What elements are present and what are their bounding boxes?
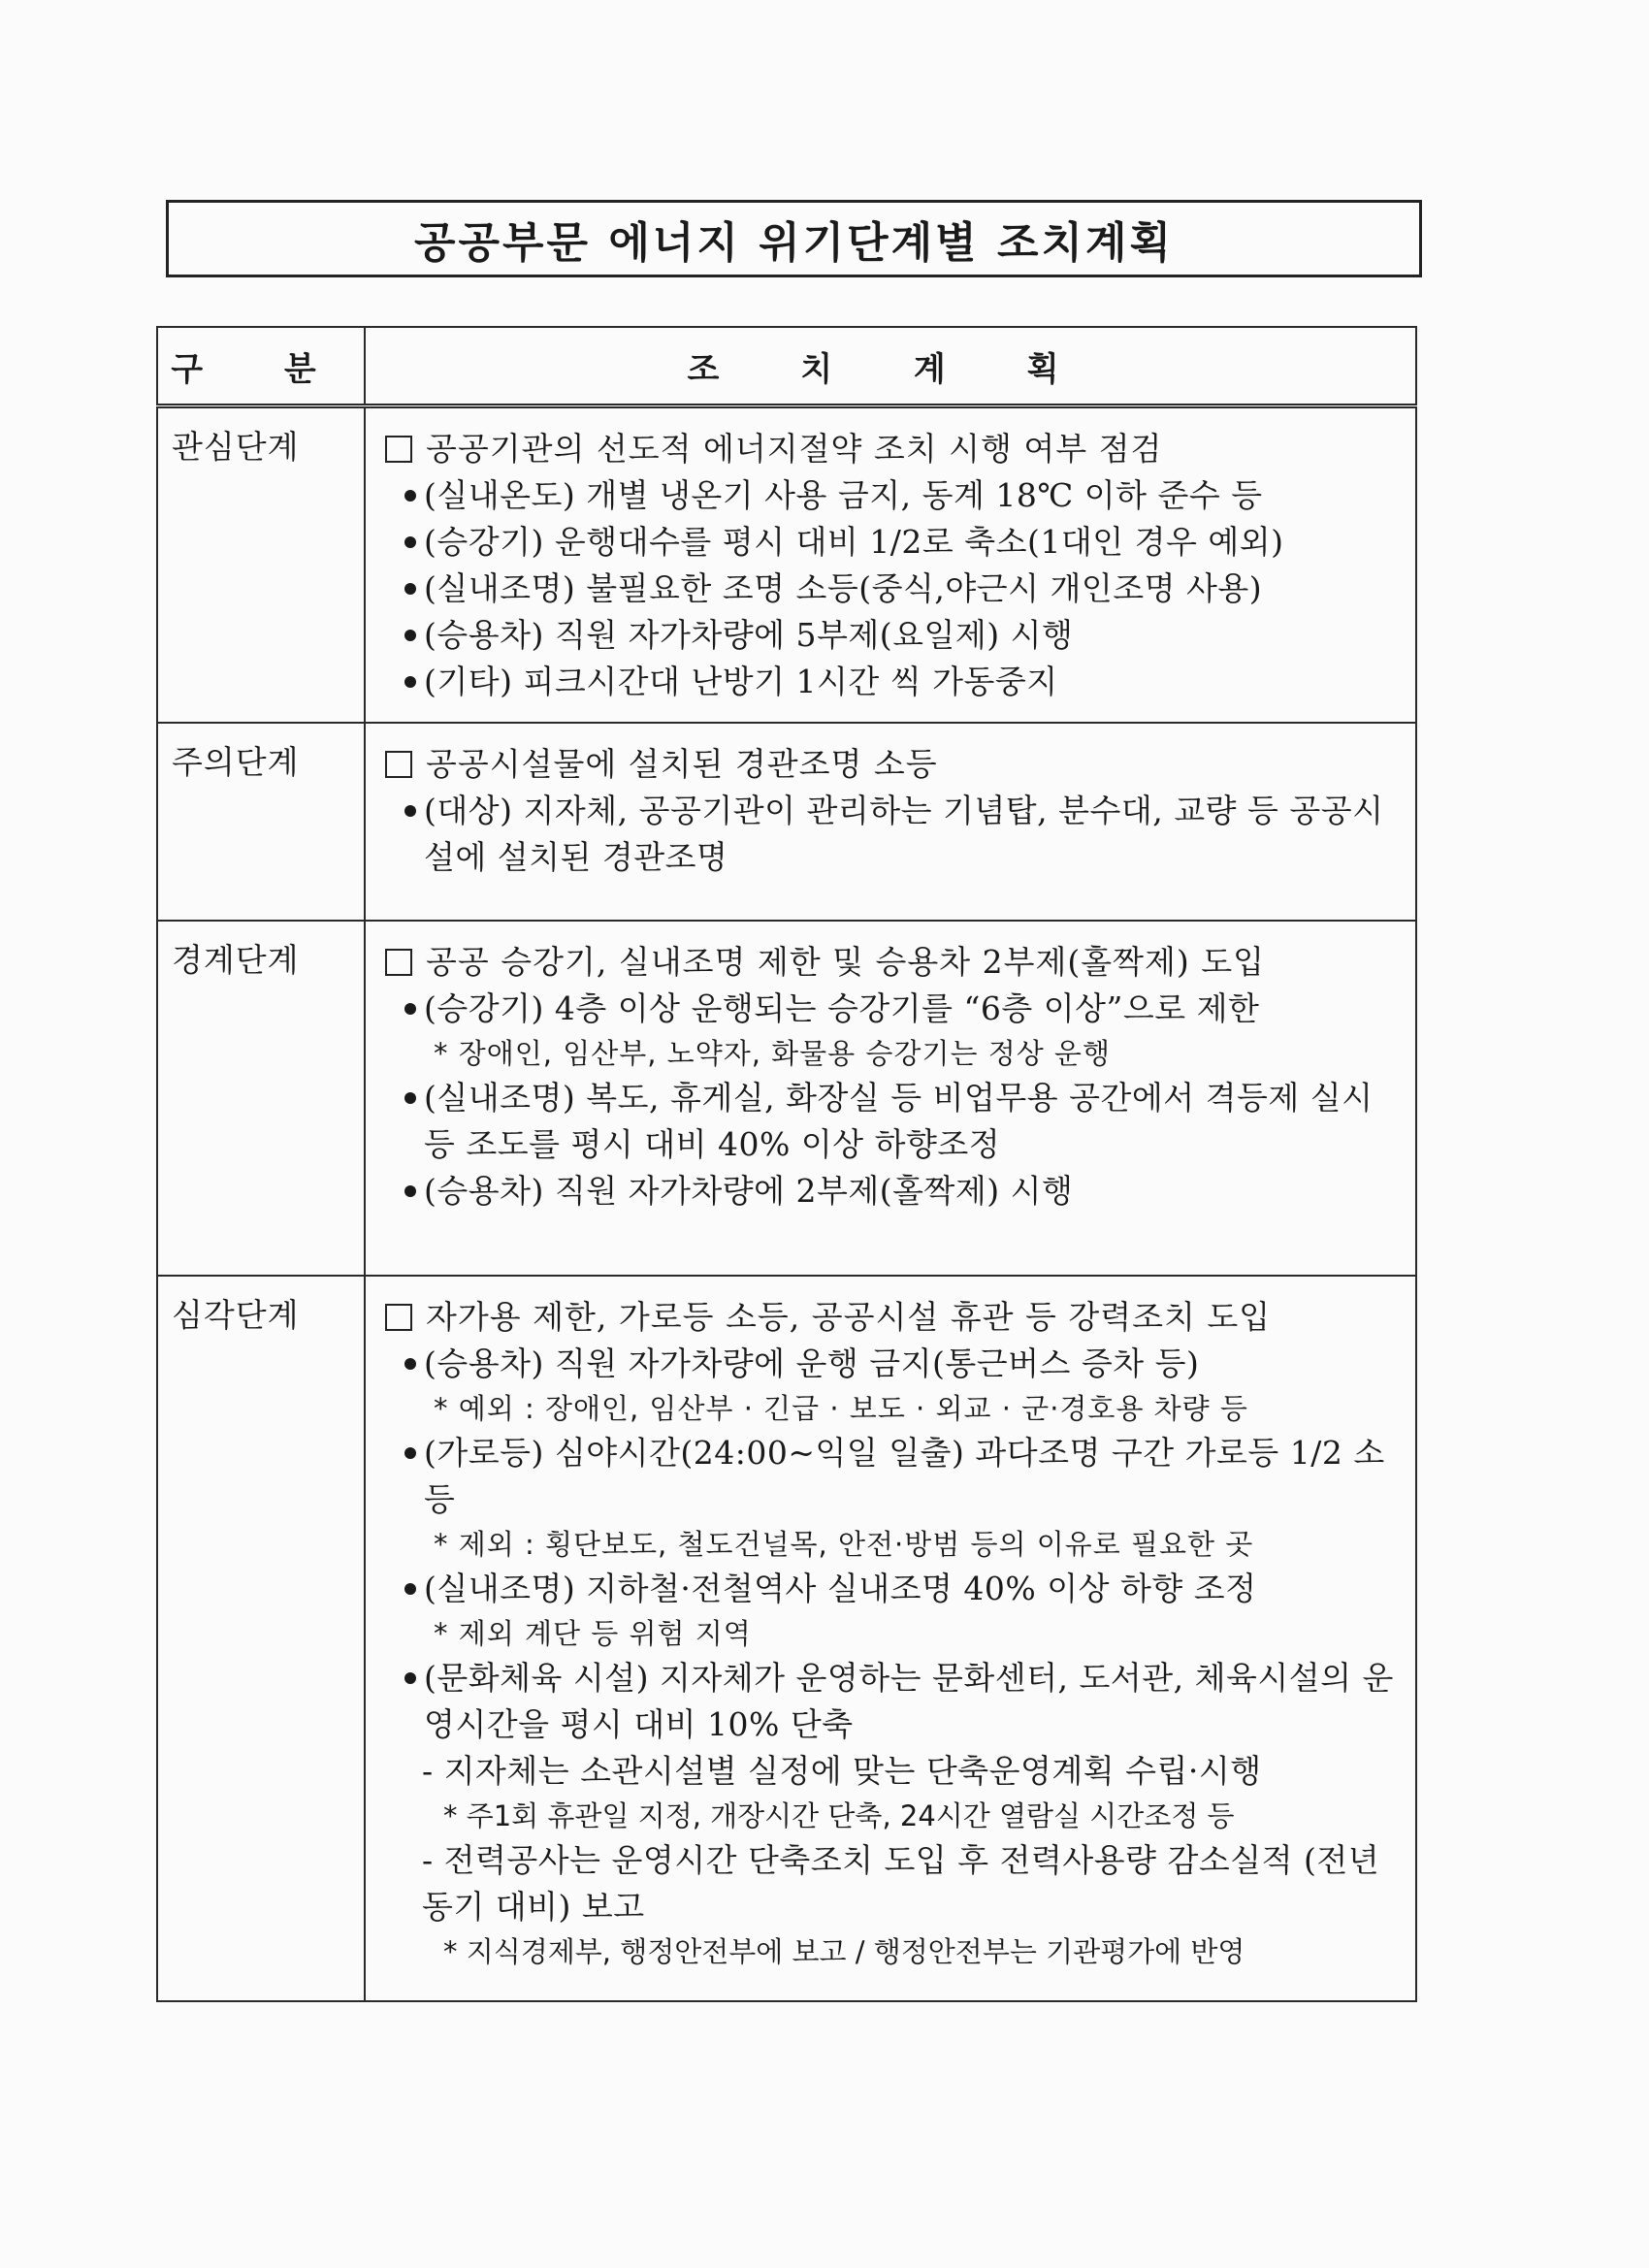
sub-item: - 지자체는 소관시설별 실정에 맞는 단축운영계획 수립·시행: [422, 1751, 1262, 1790]
list-item: (승용차) 직원 자가차량에 운행 금지(통근버스 증차 등): [383, 1341, 1402, 1387]
stage-label: 심각단계: [172, 1295, 300, 1334]
list-item: (대상) 지자체, 공공기관이 관리하는 기념탑, 분수대, 교량 등 공공시설에 설치된 경관조명: [383, 788, 1402, 881]
list-item: (승강기) 운행대수를 평시 대비 1/2로 축소(1대인 경우 예외): [383, 519, 1402, 566]
bullet-icon: [404, 1447, 416, 1459]
note: * 제외 : 횡단보도, 철도건널목, 안전·방범 등의 이유로 필요한 곳: [434, 1527, 1254, 1561]
sub-note: * 주1회 휴관일 지정, 개장시간 단축, 24시간 열람실 시간조정 등: [443, 1798, 1235, 1832]
bullet-icon: [404, 1185, 416, 1197]
table-header-row: [157, 327, 1416, 406]
stage-label: 경계단계: [172, 940, 300, 979]
action-plan-table: [156, 326, 1417, 2002]
list-item: (승용차) 직원 자가차량에 2부제(홀짝제) 시행: [383, 1168, 1402, 1215]
bullet-icon: [404, 1672, 416, 1684]
main-measure: 자가용 제한, 가로등 소등, 공공시설 휴관 등 강력조치 도입: [383, 1294, 1402, 1341]
main-measure: 공공 승강기, 실내조명 제한 및 승용차 2부제(홀짝제) 도입: [383, 939, 1402, 986]
list-item: (승용차) 직원 자가차량에 5부제(요일제) 시행: [383, 612, 1402, 659]
header-stage: 구 분: [157, 327, 365, 406]
bullet-icon: [404, 490, 416, 502]
title-box: [166, 200, 1422, 277]
list-item: (실내조명) 불필요한 조명 소등(중식,야근시 개인조명 사용): [383, 566, 1402, 612]
page-title: 공공부문 에너지 위기단계별 조치계획: [413, 218, 1175, 268]
list-item: (가로등) 심야시간(24:00~익일 일출) 과다조명 구간 가로등 1/2 소등: [383, 1430, 1402, 1523]
table-row: [157, 723, 1416, 921]
note: * 장애인, 임산부, 노약자, 화물용 승강기는 정상 운행: [434, 1036, 1111, 1070]
table-row: [157, 921, 1416, 1276]
header-plan: 조 치 계 획: [365, 327, 1416, 406]
bullet-icon: [404, 676, 416, 688]
main-measure: 공공시설물에 설치된 경관조명 소등: [383, 741, 1402, 788]
checkbox-icon: [385, 1304, 412, 1331]
sub-note: * 지식경제부, 행정안전부에 보고 / 행정안전부는 기관평가에 반영: [443, 1934, 1245, 1968]
bullet-icon: [404, 1092, 416, 1104]
table-row: [157, 406, 1416, 723]
list-item: (실내온도) 개별 냉온기 사용 금지, 동계 18℃ 이하 준수 등: [383, 472, 1402, 519]
stage-label: 주의단계: [172, 742, 300, 781]
bullet-icon: [404, 805, 416, 817]
checkbox-icon: [385, 436, 412, 463]
checkbox-icon: [385, 751, 412, 778]
bullet-icon: [404, 536, 416, 548]
list-item: (승강기) 4층 이상 운행되는 승강기를 “6층 이상”으로 제한: [383, 986, 1402, 1032]
list-item: (기타) 피크시간대 난방기 1시간 씩 가동중지: [383, 659, 1402, 705]
table-row: [157, 1276, 1416, 2001]
note: * 제외 계단 등 위험 지역: [434, 1616, 752, 1650]
bullet-icon: [404, 1003, 416, 1015]
list-item: (문화체육 시설) 지자체가 운영하는 문화센터, 도서관, 체육시설의 운영시간을 평시 대비 10% 단축: [383, 1655, 1402, 1748]
bullet-icon: [404, 1583, 416, 1595]
list-item: (실내조명) 지하철·전철역사 실내조명 40% 이상 하향 조정: [383, 1566, 1402, 1612]
list-item: (실내조명) 복도, 휴게실, 화장실 등 비업무용 공간에서 격등제 실시 등 조도를 평시 대비 40% 이상 하향조정: [383, 1075, 1402, 1168]
stage-label: 관심단계: [172, 428, 300, 466]
sub-item: - 전력공사는 운영시간 단축조치 도입 후 전력사용량 감소실적 (전년동기 대비) 보고: [422, 1840, 1380, 1926]
bullet-icon: [404, 630, 416, 641]
main-measure: 공공기관의 선도적 에너지절약 조치 시행 여부 점검: [383, 426, 1402, 472]
bullet-icon: [404, 1358, 416, 1370]
bullet-icon: [404, 583, 416, 595]
checkbox-icon: [385, 949, 412, 976]
note: * 예외 : 장애인, 임산부 · 긴급 · 보도 · 외교 · 군·경호용 차량 등: [434, 1391, 1248, 1425]
